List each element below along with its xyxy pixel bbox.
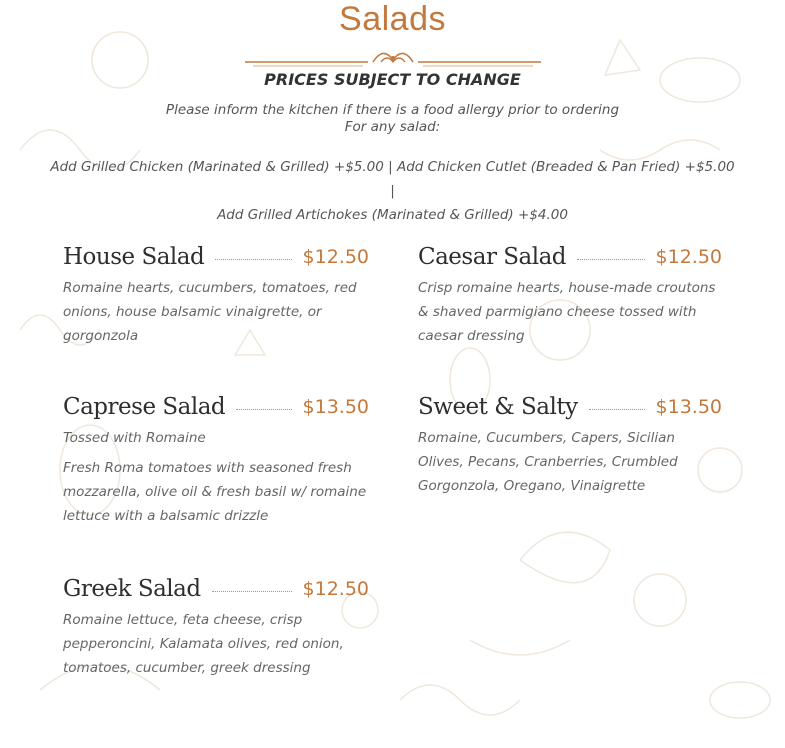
item-description: Fresh Roma tomatoes with seasoned fresh mozzarella, olive oil & fresh basil w/ romaine lettuce with a balsamic drizzle — [63, 460, 367, 524]
item-description: Romaine, Cucumbers, Capers, Sicilian Olives, Pecans, Cranberries, Crumbled Gorgonzola, Oregano, Vinaigrette — [418, 430, 678, 494]
item-description: Romaine lettuce, feta cheese, crisp pepperoncini, Kalamata olives, red onion, tomatoes, cucumber, greek dressing — [63, 612, 344, 676]
addons-intro: For any salad: — [344, 119, 441, 135]
item-description: Crisp romaine hearts, house-made croutons & shaved parmigiano cheese tossed with caesar dressing — [418, 280, 716, 344]
prices-subject-to-change: PRICES SUBJECT TO CHANGE — [264, 70, 521, 89]
item-price: $12.50 — [655, 246, 722, 268]
item-price: $13.50 — [655, 396, 722, 418]
dotted-leader — [215, 259, 291, 260]
menu-item-caprese-salad — [63, 392, 369, 528]
item-name: Caesar Salad — [418, 244, 567, 270]
item-price: $12.50 — [302, 246, 369, 268]
menu-item-house-salad — [63, 242, 369, 348]
allergy-notice: Please inform the kitchen if there is a food allergy prior to ordering — [165, 102, 620, 118]
item-name: Greek Salad — [63, 576, 201, 602]
page-title: Salads — [339, 0, 446, 38]
dotted-leader — [589, 409, 645, 410]
item-price: $13.50 — [302, 396, 369, 418]
item-note: Tossed with Romaine — [63, 430, 206, 446]
addons-line-2: Add Grilled Artichokes (Marinated & Grilled) +$4.00 — [217, 207, 568, 223]
menu-item-caesar-salad — [418, 242, 722, 348]
item-name: Caprese Salad — [63, 394, 226, 420]
addons-options — [50, 155, 735, 227]
addons-line-1: Add Grilled Chicken (Marinated & Grilled) +$5.00 | Add Chicken Cutlet (Breaded & Pan Fried) +$5.00 | — [50, 159, 735, 199]
item-price: $12.50 — [302, 578, 369, 600]
dotted-leader — [236, 409, 291, 410]
item-description: Romaine hearts, cucumbers, tomatoes, red onions, house balsamic vinaigrette, or gorgonzola — [63, 280, 357, 344]
item-name: House Salad — [63, 244, 205, 270]
dotted-leader — [212, 591, 292, 592]
item-name: Sweet & Salty — [418, 394, 578, 420]
menu-item-sweet-and-salty — [418, 392, 722, 498]
dotted-leader — [577, 259, 645, 260]
menu-item-greek-salad — [63, 574, 369, 680]
